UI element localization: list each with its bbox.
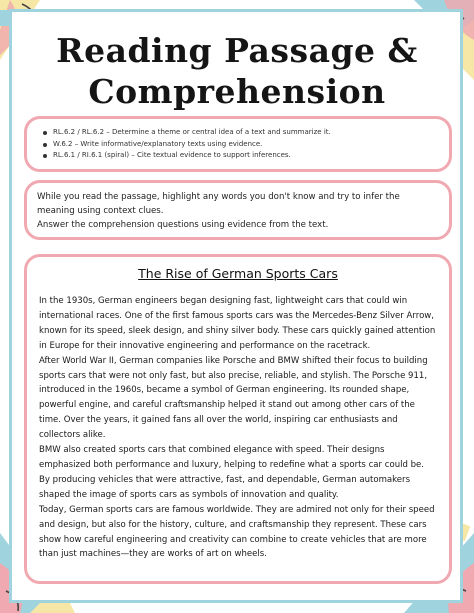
instruction-line: Answer the comprehension questions using evidence from the text.: [37, 220, 329, 230]
instruction-line: While you read the passage, highlight any words you don't know and try to infer the meaning using context clues.: [37, 192, 400, 216]
reading-passage-box: [24, 254, 452, 584]
instructions-box: [24, 180, 452, 240]
title-line-1: Reading Passage &: [56, 31, 418, 70]
passage-paragraph: In the 1930s, German engineers began designing fast, lightweight cars that could win international races. One of the first famous sports cars was the Mercedes-Benz Silver Arrow, known for its speed, sleek design, and shiny silver body. These cars quickly gained attention in Europe for their innovative engineering and performance on the racetrack.: [39, 296, 436, 351]
standard-item: W.6.2 – Write informative/explanatory texts using evidence.: [53, 139, 439, 151]
standards-box: [24, 116, 452, 172]
standard-item: RL.6.2 / RL.6.2 – Determine a theme or central idea of a text and summarize it.: [53, 127, 439, 139]
passage-paragraph: Today, German sports cars are famous worldwide. They are admired not only for their speed and design, but also for the history, culture, and craftsmanship they represent. These cars show how careful engineering and creativity can combine to create vehicles that are more than just machines—they are works of art on wheels.: [39, 504, 435, 560]
page-title: [0, 30, 474, 112]
passage-title: The Rise of German Sports Cars: [138, 266, 338, 281]
standard-item: RL.6.1 / RI.6.1 (spiral) – Cite textual evidence to support inferences.: [53, 150, 439, 162]
title-line-2: Comprehension: [88, 72, 386, 111]
passage-paragraph: After World War II, German companies like Porsche and BMW shifted their focus to building sports cars that were not only fast, but also precise, reliable, and stylish. The Porsche 911, introduced in the 1960s, became a symbol of German engineering. Its rounded shape, powerful engine, and careful craftsmanship helped it stand out among other cars of the time. Over the years, it gained fans all over the world, inspiring car enthusiasts and collectors alike.: [39, 355, 428, 441]
standards-list: [37, 127, 439, 162]
passage-paragraph: BMW also created sports cars that combined elegance with speed. Their designs emphasized both performance and luxury, helping to redefine what a sports car could be. By producing vehicles that were attractive, fast, and dependable, German automakers shaped the image of sports cars as symbols of innovation and quality.: [39, 445, 425, 500]
